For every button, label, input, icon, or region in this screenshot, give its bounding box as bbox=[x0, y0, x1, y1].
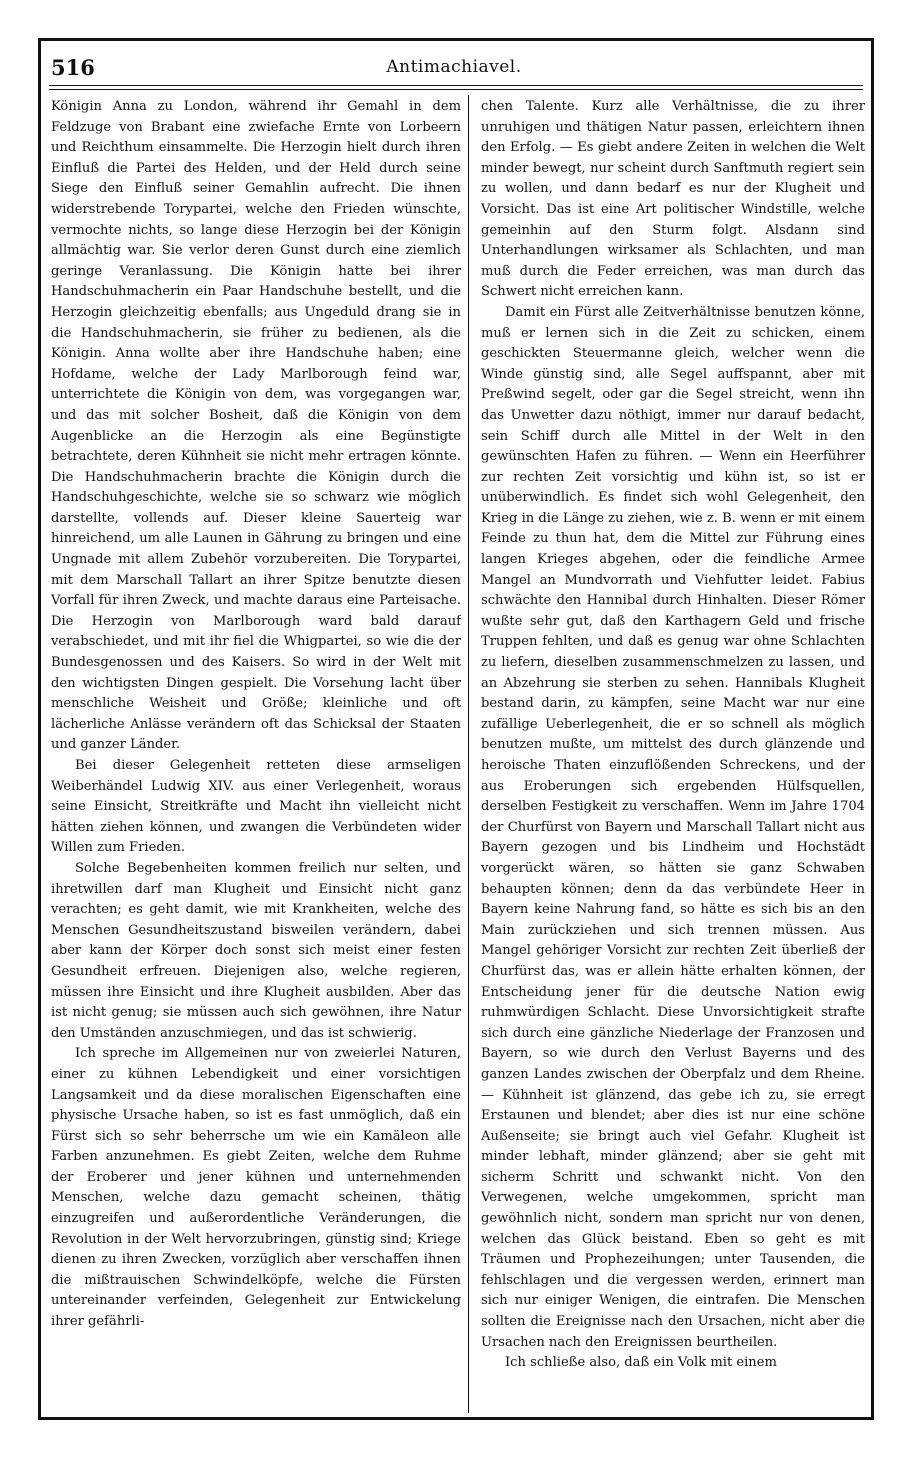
paragraph: Ich spreche im Allgemeinen nur von zweierlei Naturen, einer zu kühnen Lebendigkeit und einer vorsichtigen Langsamkeit und da diese moralischen Eigenschaften eine physische Ursache haben, so ist es fast unmöglich, daß ein Fürst sich so sehr beherrsche um wie ein Kamäleon alle Farben anzunehmen. Es giebt Zeiten, welche dem Ruhme der Eroberer und jener kühnen und unternehmenden Menschen, welche dazu gemacht scheinen, thätig einzugreifen und außerordentliche Veränderungen, die Revolution in der Welt hervorzubringen, günstig sind; Kriege dienen zu ihren Zwecken, vorzüglich aber verschaffen ihnen die mißtrauischen Schwindelköpfe, welche die Fürsten untereinander verfeinden, Gelegenheit zur Entwickelung ihrer gefährli- bbox=[51, 1046, 461, 1330]
left-column bbox=[51, 97, 461, 1407]
paragraph: Bei dieser Gelegenheit retteten diese armseligen Weiberhändel Ludwig XIV. aus einer Verlegenheit, woraus seine Einsicht, Streitkräfte und Macht ihn vielleicht nicht hätten ziehen können, und zwangen die Verbündeten wider Willen zum Frieden. bbox=[51, 758, 461, 856]
paragraph: Königin Anna zu London, während ihr Gemahl in dem Feldzuge von Brabant eine zwiefache Ernte von Lorbeern und Reichthum einsammelte. Die Herzogin hielt durch ihren Einfluß die Partei des Helden, und der Held durch seine Siege den Einfluß seiner Gemahlin aufrecht. Die ihnen widerstrebende Torypartei, welche den Frieden wünschte, vermochte nichts, so lange diese Herzogin bei der Königin allmächtig war. Sie verlor deren Gunst durch eine ziemlich geringe Veranlassung. Die Königin hatte bei ihrer Handschuhmacherin ein Paar Handschuhe bestellt, und die Herzogin gleichzeitig ebenfalls; aus Ungeduld drang sie in die Handschuhmacherin, sie früher zu bedienen, als die Königin. Anna wollte aber ihre Handschuhe haben; eine Hofdame, welche der Lady Marlborough feind war, unterrichtete die Königin von dem, was vorgegangen war, und das mit solcher Bosheit, daß die Königin von dem Augenblicke an die Herzogin als eine Begünstigte betrachtete, deren Kühnheit sie nicht mehr ertragen könnte. Die Handschuhmacherin brachte die Königin durch die Handschuhgeschichte, welche sie so schwarz wie möglich darstellte, vollends auf. Dieser kleine Sauerteig war hinreichend, um alle Launen in Gährung zu bringen und eine Ungnade mit allem Zubehör vorzubereiten. Die Torypartei, mit dem Marschall Tallart an ihrer Spitze benutzte diesen Vorfall für ihren Zweck, und machte daraus eine Parteisache. Die Herzogin von Marlborough ward bald darauf verabschiedet, und mit ihr fiel die Whigpartei, so wie die der Bundesgenossen und des Kaisers. So wird in der Welt mit den wichtigsten Dingen gespielt. Die Vorsehung lacht über menschliche Weisheit und Größe; kleinliche und oft lächerliche Anlässe verändern oft das Schicksal der Staaten und ganzer Länder. bbox=[51, 99, 461, 753]
running-head: Antimachiavel. bbox=[386, 57, 522, 77]
paragraph: chen Talente. Kurz alle Verhältnisse, die zu ihrer unruhigen und thätigen Natur passen, erleichtern ihnen den Erfolg. — Es giebt andere Zeiten in welchen die Welt minder bewegt, nur scheint durch Sanftmuth regiert sein zu wollen, und dann bedarf es nur der Klugheit und Vorsicht. Das ist eine Art politischer Windstille, welche gemeinhin auf den Sturm folgt. Alsdann sind Unterhandlungen wirksamer als Schlachten, und man muß durch die Feder erreichen, was man durch das Schwert nicht erreichen kann. bbox=[481, 99, 865, 300]
paragraph: Damit ein Fürst alle Zeitverhältnisse benutzen könne, muß er lernen sich in die Zeit zu schicken, einem geschickten Steuermanne gleich, welcher wenn die Winde günstig sind, alle Segel auffspannt, aber mit Preßwind segelt, oder gar die Segel streicht, wenn ihn das Unwetter dazu nöthigt, immer nur darauf bedacht, sein Schiff durch alle Mittel in der Welt in den gewünschten Hafen zu führen. — Wenn ein Heerführer zur rechten Zeit vorsichtig und kühn ist, so ist er unüberwindlich. Es findet sich wohl Gelegenheit, den Krieg in die Länge zu ziehen, wie z. B. wenn er mit einem Feinde zu thun hat, dem die Mittel zur Führung eines langen Krieges abgehen, oder die feindliche Armee Mangel an Mundvorrath und Viehfutter leidet. Fabius schwächte den Hannibal durch Hinhalten. Dieser Römer wußte sehr gut, daß den Karthagern Geld und frische Truppen fehlten, und daß es genug war ohne Schlachten zu liefern, dieselben zusammenschmelzen zu lassen, und an Abzehrung sie sterben zu sehen. Hannibals Klugheit bestand darin, zu kämpfen, seine Macht war nur eine zufällige Ueberlegenheit, die er so schnell als möglich benutzen mußte, um mittelst des durch glänzende und heroische Thaten einzuflößenden Schreckens, und der aus Eroberungen sich ergebenden Hülfsquellen, derselben Festigkeit zu verschaffen. Wenn im Jahre 1704 der Churfürst von Bayern und Marschall Tallart nicht aus Bayern gezogen und bis Lindheim und Hochstädt vorgerückt wären, so hätten sie ganz Schwaben behaupten können; denn da das verbündete Heer in Bayern keine Nahrung fand, so hätte es sich bis an den Main zurückziehen und sich trennen müssen. Aus Mangel gehöriger Vorsicht zur rechten Zeit überließ der Churfürst das, was er allein hätte erhalten können, der Entscheidung jener für die deutsche Nation ewig ruhmwürdigen Schlacht. Diese Unvorsichtigkeit strafte sich durch eine gänzliche Niederlage der Franzosen und Bayern, so wie durch den Verlust Bayerns und des ganzen Landes zwischen der Oberpfalz und dem Rheine. — Kühnheit ist glänzend, das gebe ich zu, sie erregt Erstaunen und blendet; aber dies ist nur eine schöne Außenseite; sie bringt auch viel Gefahr. Klugheit ist minder lebhaft, minder glänzend; aber sie geht mit sicherm Schritt und schwankt nicht. Von den Verwegenen, welche umgekommen, spricht man gewöhnlich nicht, sondern man spricht nur von denen, welchen das Glück beistand. Eben so geht es mit Träumen und Prophezeihungen; unter Tausenden, die fehlschlagen und die vergessen werden, erinnert man sich nur einiger Wenigen, die eintrafen. Die Menschen sollten die Ereignisse nach den Ursachen, nicht aber die Ursachen nach den Ereignissen beurtheilen. bbox=[481, 304, 865, 1350]
book-page bbox=[38, 38, 874, 1420]
page-number: 516 bbox=[51, 55, 95, 80]
header-rule bbox=[49, 85, 863, 90]
page-header bbox=[51, 49, 857, 89]
right-column bbox=[481, 97, 865, 1407]
paragraph: Ich schließe also, daß ein Volk mit einem bbox=[505, 1355, 777, 1371]
column-divider bbox=[468, 95, 469, 1413]
paragraph: Solche Begebenheiten kommen freilich nur selten, und ihretwillen darf man Klugheit und Einsicht nicht ganz verachten; es geht damit, wie mit Krankheiten, welche des Menschen Gesundheitszustand bisweilen verändern, dabei aber kann der Körper doch sonst sich meist einer festen Gesundheit erfreuen. Diejenigen also, welche regieren, müssen ihre Einsicht und ihre Klugheit ausbilden. Aber das ist nicht genug; sie müssen auch sich gewöhnen, ihre Natur den Umständen anzuschmiegen, und das ist schwierig. bbox=[51, 860, 461, 1041]
